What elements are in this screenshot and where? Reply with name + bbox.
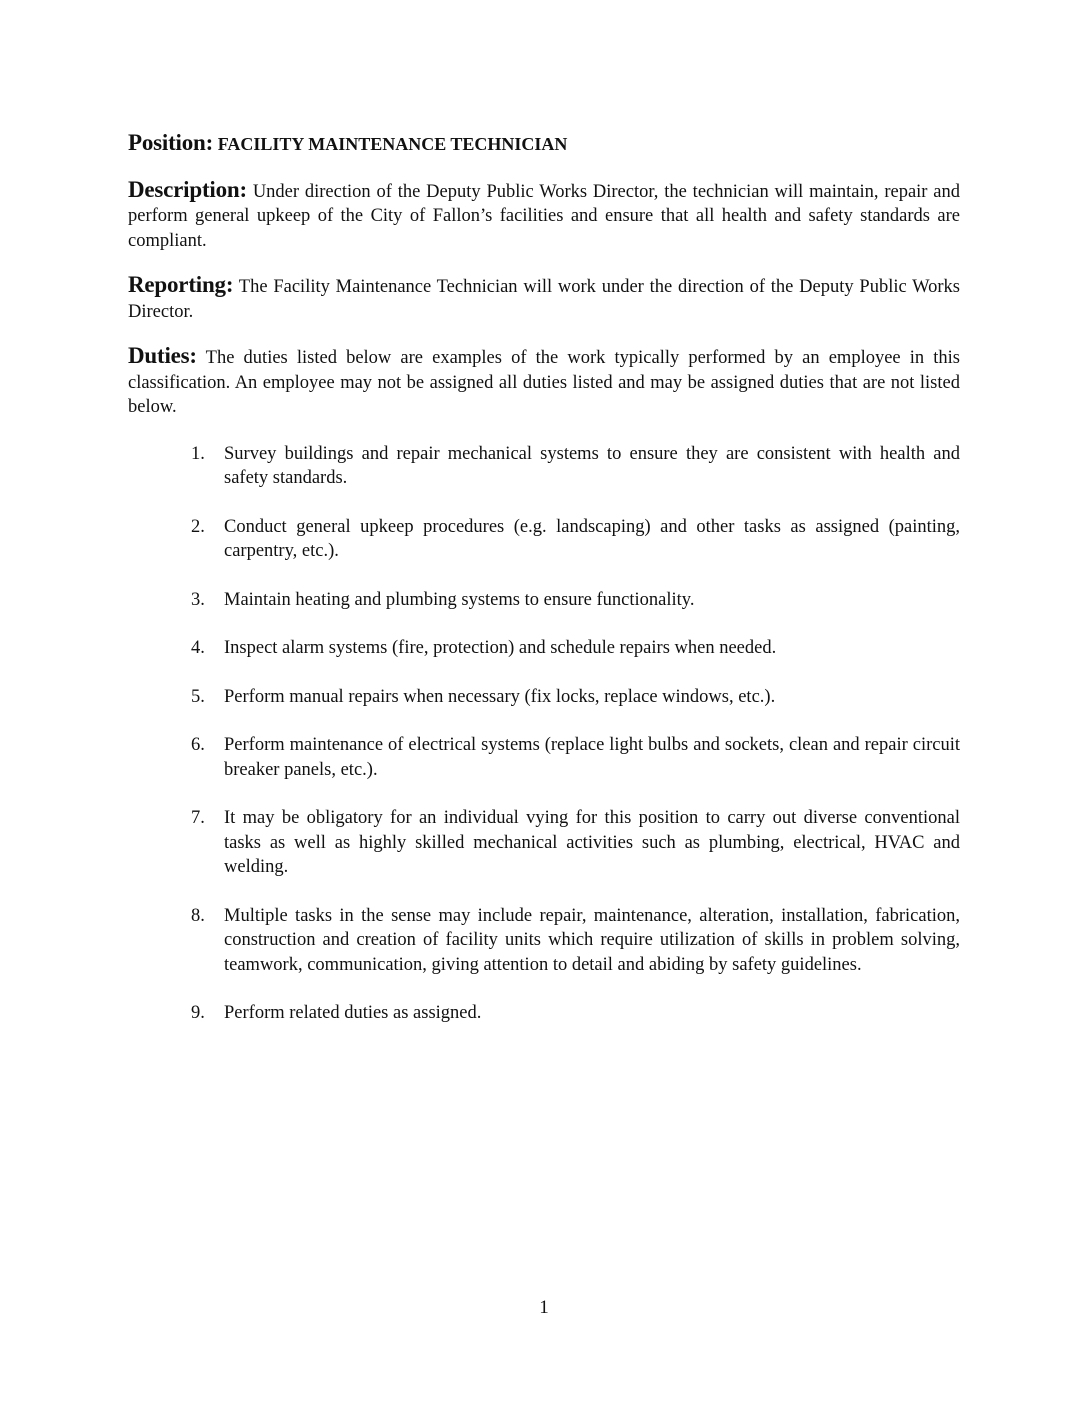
- duty-item: [128, 515, 960, 564]
- duties-list: [128, 442, 960, 1026]
- duty-number: 4.: [191, 638, 205, 658]
- duty-text: Multiple tasks in the sense may include repair, maintenance, alteration, installation, fabrication, construction and creation of facility units which require utilization of skills in problem solving, teamwork, communication, giving attention to detail and abiding by safety guidelines.: [224, 905, 960, 975]
- duties-section: [128, 344, 960, 420]
- duty-text: Inspect alarm systems (fire, protection) and schedule repairs when needed.: [224, 638, 777, 658]
- duty-item: [128, 806, 960, 880]
- duty-text: Perform related duties as assigned.: [224, 1003, 482, 1023]
- page-number: 1: [539, 1297, 549, 1318]
- position-title: FACILITY MAINTENANCE TECHNICIAN: [217, 134, 568, 154]
- duty-text: Perform maintenance of electrical systems (replace light bulbs and sockets, clean and repair circuit breaker panels, etc.).: [224, 735, 960, 780]
- duty-text: It may be obligatory for an individual vying for this position to carry out diverse conventional tasks as well as highly skilled mechanical activities such as plumbing, electrical, HVAC and welding.: [224, 808, 960, 877]
- duty-number: 6.: [191, 735, 205, 755]
- description-label: Description:: [128, 176, 247, 202]
- duty-item: [128, 733, 960, 782]
- duty-text: Maintain heating and plumbing systems to ensure functionality.: [224, 589, 695, 610]
- duty-number: 9.: [191, 1003, 205, 1023]
- duty-item: [128, 442, 960, 491]
- description-section: [128, 178, 960, 254]
- duty-number: 5.: [191, 686, 205, 707]
- duty-item: [128, 904, 960, 978]
- duty-number: 7.: [191, 808, 205, 828]
- duty-number: 2.: [191, 516, 205, 537]
- duties-intro-text: The duties listed below are examples of the work typically performed by an employee in this classification. An employee may not be assigned all duties listed and may be assigned duties that are not listed below.: [128, 348, 960, 417]
- duty-text: Conduct general upkeep procedures (e.g. landscaping) and other tasks as assigned (painting, carpentry, etc.).: [224, 516, 960, 561]
- duty-text: Survey buildings and repair mechanical systems to ensure they are consistent with health and safety standards.: [224, 443, 960, 488]
- duty-item: [128, 636, 960, 661]
- duty-item: [128, 588, 960, 613]
- document-page: [128, 128, 960, 1050]
- reporting-label: Reporting:: [128, 272, 234, 297]
- duty-number: 1.: [191, 443, 205, 464]
- position-label: Position:: [128, 130, 214, 155]
- duty-item: [128, 1001, 960, 1026]
- description-text: Under direction of the Deputy Public Works Director, the technician will maintain, repair and perform general upkeep of the City of Fallon’s facilities and ensure that all health and safety standards are compliant.: [128, 181, 961, 251]
- position-section: [128, 131, 960, 158]
- duties-label: Duties:: [128, 343, 197, 368]
- duty-number: 8.: [191, 905, 205, 926]
- duty-text: Perform manual repairs when necessary (fix locks, replace windows, etc.).: [224, 686, 776, 707]
- reporting-section: [128, 273, 960, 324]
- reporting-text: The Facility Maintenance Technician will work under the direction of the Deputy Public Works Director.: [128, 277, 960, 322]
- duty-number: 3.: [191, 589, 205, 610]
- duty-item: [128, 685, 960, 710]
